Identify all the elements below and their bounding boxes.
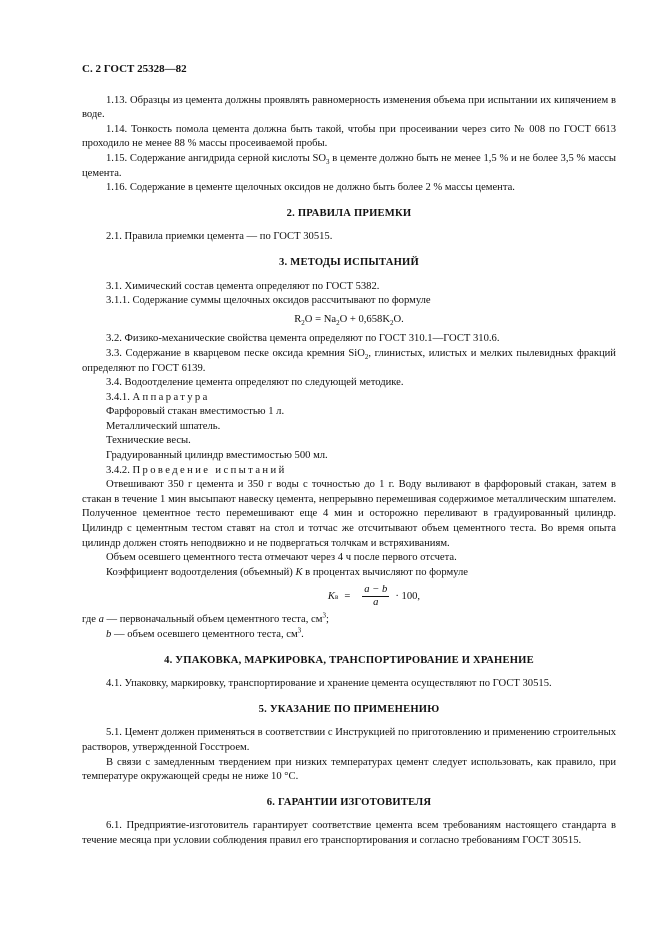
settled-volume-text: Объем осевшего цементного теста отмечают через 4 ч после первого отсчета. [106,552,457,564]
apparatus-item: Металлический шпатель. [106,420,221,432]
section-3-title: 3. МЕТОДЫ ИСПЫТАНИЙ [279,256,419,268]
clause-1-15: 1.15. Содержание ангидрида серной кислоты $SO_3$ в цементе должно быть не менее 1,5 % и не более 3,5 % массы цемента. [82,152,616,179]
clause-3-4-2: 3.4.2. Проведение испытаний [106,464,287,476]
where-b: b — объем осевшего цементного теста, $см^3$. [106,626,304,640]
clause-5-1: 5.1. Цемент должен применяться в соответствии с Инструкцией по приготовлению и применению строительных растворов, утвержденной Госстроем. [82,727,616,753]
where-a: где a — первоначальный объем цементного теста, $см^3$; [82,611,329,626]
alkali-oxide-formula: $R_2O = Na_2O + 0,658K_2O$. [294,313,404,327]
clause-3-1: 3.1. Химический состав цемента определяют по ГОСТ 5382. [106,280,380,292]
section-5-title: 5. УКАЗАНИЕ ПО ПРИМЕНЕНИЮ [258,703,440,715]
section-4-title: 4. УПАКОВКА, МАРКИРОВКА, ТРАНСПОРТИРОВАНИЕ И ХРАНЕНИЕ [164,654,534,666]
clause-3-4-1: 3.4.1. Аппаратура [106,391,210,403]
coefficient-text: Коэффициент водоотделения (объемный) K в процентах вычисляют по формуле [106,566,468,578]
clause-1-14: 1.14. Тонкость помола цемента должна быть такой, чтобы при просеивании через сито № 008 по ГОСТ 6613 проходило не менее 88 % массы просеиваемой пробы. [82,123,616,150]
clause-1-13: 1.13. Образцы из цемента должны проявлять равномерность изменения объема при испытании их кипячением в воде. [82,94,616,121]
section-2-title: 2. ПРАВИЛА ПРИЕМКИ [286,207,412,219]
clause-3-4: 3.4. Водоотделение цемента определяют по следующей методике. [106,377,404,389]
clause-3-3: 3.3. Содержание в кварцевом песке оксида кремния SiO$_2$, глинистых, илистых и мелких пылевидных фракций определяют по ГОСТ 6139. [82,347,616,374]
test-procedure-text: Отвешивают 350 г цемента и 350 г воды с точностью до 1 г. Воду выливают в фарфоровый стакан, затем в стакан в течение 1 мин высыпают навеску цемента, непрерывно перемешивая содержимое металлическим шпателем. Полученное цементное тесто перемешивают еще 4 мин и осторожно переливают в градуированный цилиндр. Цилиндр с цементным тестом ставят на стол и тотчас же отсчитывают объем цементного теста. Во время опыта цилиндр должен стоять неподвижно и не подвергаться толчкам и встряхиваниям. [82,479,616,549]
apparatus-item: Технические весы. [106,435,191,447]
document-page [82,62,616,849]
formula-fraction: $\frac{a - b}{a}$ [364,584,388,609]
clause-5-2: В связи с замедленным твердением при низких температурах цемент следует использовать, как правило, при температуре окружающей среды не ниже 10 °С. [82,756,616,783]
clause-6-1: 6.1. Предприятие-изготовитель гарантирует соответствие цемента всем требованиям настоящего стандарта в течение месяца при условии соблюдения правил его транспортирования и согласно требованиям ГОСТ 30515. [82,820,616,846]
clause-1-16: 1.16. Содержание в цементе щелочных оксидов не должно быть более 2 % массы цемента. [106,182,515,194]
apparatus-item: Фарфоровый стакан вместимостью 1 л. [106,406,285,418]
apparatus-item: Градуированный цилиндр вместимостью 500 мл. [106,450,328,462]
page-header: С. 2 ГОСТ 25328—82 [82,63,187,75]
clause-3-2: 3.2. Физико-механические свойства цемента определяют по ГОСТ 310.1—ГОСТ 310.6. [106,333,500,345]
clause-2-1: 2.1. Правила приемки цемента — по ГОСТ 30515. [106,231,333,243]
section-6-title: 6. ГАРАНТИИ ИЗГОТОВИТЕЛЯ [266,796,432,808]
clause-3-1-1: 3.1.1. Содержание суммы щелочных оксидов рассчитывают по формуле [106,295,431,307]
water-separation-formula: K в = $\frac{a - b}{a}$ · 100, [327,584,421,609]
clause-4-1: 4.1. Упаковку, маркировку, транспортирование и хранение цемента осуществляют по ГОСТ 30515. [106,678,552,690]
